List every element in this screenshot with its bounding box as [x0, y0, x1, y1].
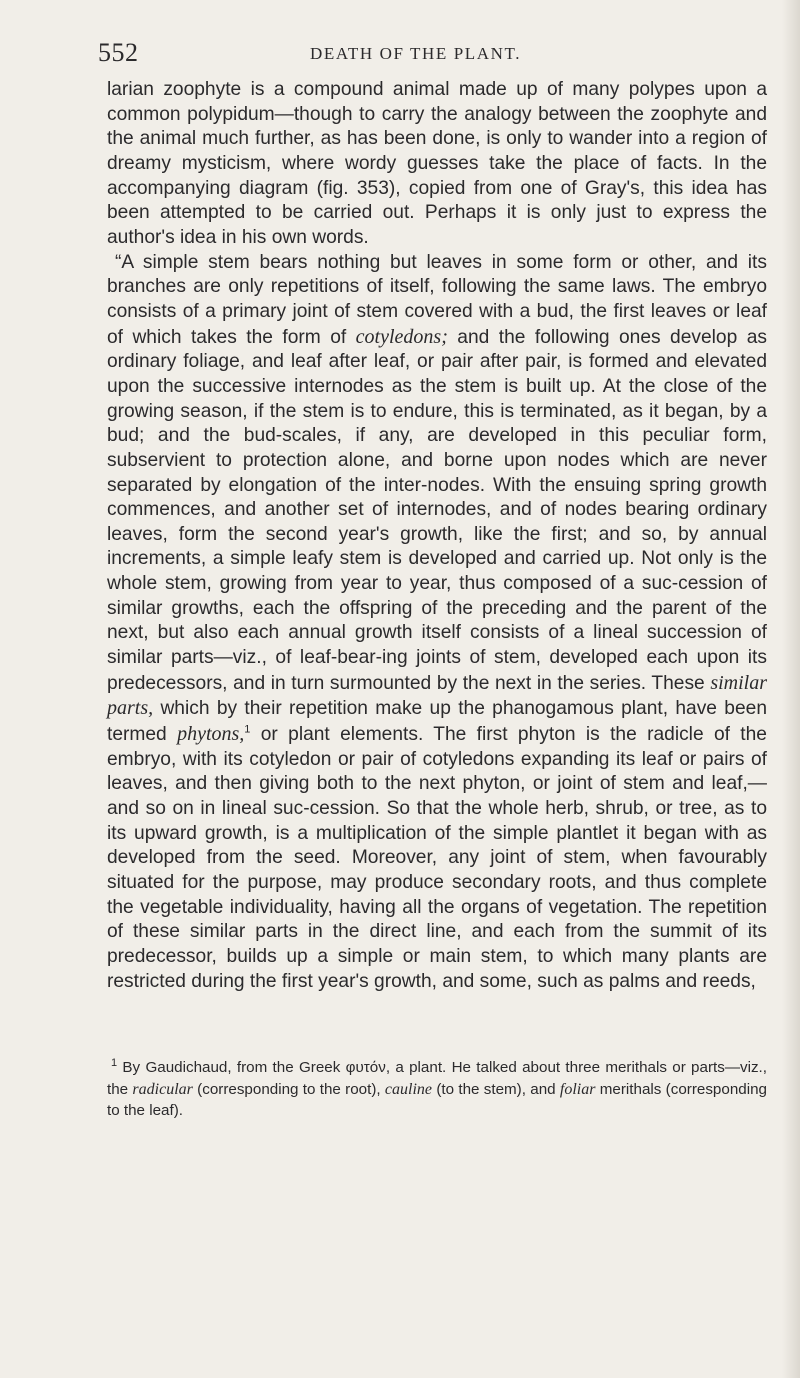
page-number: 552	[98, 38, 139, 67]
footnote-text-d: (to the stem), and	[432, 1080, 560, 1098]
footnote-1	[107, 1057, 767, 1122]
page-edge-shadow	[782, 0, 800, 1378]
footnote-reference[interactable]: 1	[244, 723, 251, 736]
emphasis-radicular: radicular	[132, 1080, 193, 1098]
emphasis-foliar: foliar	[559, 1080, 596, 1098]
footnotes	[107, 1057, 767, 1122]
body-text	[107, 78, 767, 994]
footnote-text-a: By Gaudichaud, from the Greek	[117, 1059, 346, 1076]
emphasis-phytons: phytons,	[177, 723, 245, 746]
paragraph-2-text-a: “A simple stem bears nothing but leaves in some form or other, and its branches are only repetitions of itself, following the same laws. The embryo consists of a primary joint of stem covered with a bud, the first leaves or leaf of which takes the form of	[107, 251, 767, 348]
footnote-text-c: (corresponding to the root),	[192, 1080, 385, 1098]
emphasis-cauline: cauline	[384, 1080, 433, 1098]
footnote-text-b: , a plant. He talked about three merithals or parts—viz., the	[107, 1059, 768, 1098]
footnote-greek-word: φυτόν	[345, 1059, 386, 1076]
footnote-text-e: merithals (corresponding to the leaf).	[107, 1080, 767, 1119]
emphasis-similar-parts: similar parts,	[107, 671, 767, 720]
footnote-marker: 1	[111, 1056, 118, 1069]
paragraph-1: larian zoophyte is a compound animal made up of many polypes upon a common polypidum—though to carry the analogy between the zoophyte and the animal much further, as has been done, is only to wander into a region of dreamy mysticism, where wordy guesses take the place of facts. In the accompanying diagram (fig. 353), copied from one of Gray's, this idea has been attempted to be carried out. Perhaps it is only just to express the author's idea in his own words.	[107, 79, 767, 248]
paragraph-2	[107, 251, 767, 995]
paragraph-2-text-b: and the following ones develop as ordinary foliage, and leaf after leaf, or pair after pair, is formed and elevated upon the successive internodes as the stem is built up. At the close of the growing season, if the stem is to endure, this is terminated, as it began, by a bud; and the bud-scales, if any, are developed in this peculiar form, subservient to protection alone, and borne upon nodes which are never separated by elongation of the inter-nodes. With the ensuing spring growth commences, and another set of internodes, and of nodes bearing ordinary leaves, form the second year's growth, like the first; and so, by annual increments, a simple leafy stem is developed and carried up. Not only is the whole stem, growing from year to year, thus composed of a suc-cession of similar growths, each the offspring of the preceding and the parent of the next, but also each annual growth itself consists of a lineal succession of similar parts—viz., of leaf-bear-ing joints of stem, developed each upon its predecessors, and in turn surmounted by the next in the series. These	[107, 326, 767, 694]
emphasis-cotyledons: cotyledons;	[355, 325, 448, 348]
page-header	[98, 38, 758, 78]
paragraph-2-text-d: or plant elements. The first phyton is the radicle of the embryo, with its cotyledon or pair of cotyledons expanding its leaf or pairs of leaves, and then giving both to the next phyton, or joint of stem and leaf,—and so on in lineal suc-cession. So that the whole herb, shrub, or tree, as to its upward growth, is a multiplication of the simple plantlet it began with as developed from the seed. Moreover, any joint of stem, when favourably situated for the purpose, may produce secondary roots, and thus complete the vegetable individuality, having all the organs of vegetation. The repetition of these similar parts in the direct line, and each from the summit of its predecessor, builds up a simple or main stem, to which many plants are restricted during the first year's growth, and some, such as palms and reeds,	[107, 724, 767, 992]
running-head: DEATH OF THE PLANT.	[310, 44, 522, 63]
paragraph-2-text-c: which by their repetition make up the phanogamous plant, have been termed	[107, 698, 767, 746]
